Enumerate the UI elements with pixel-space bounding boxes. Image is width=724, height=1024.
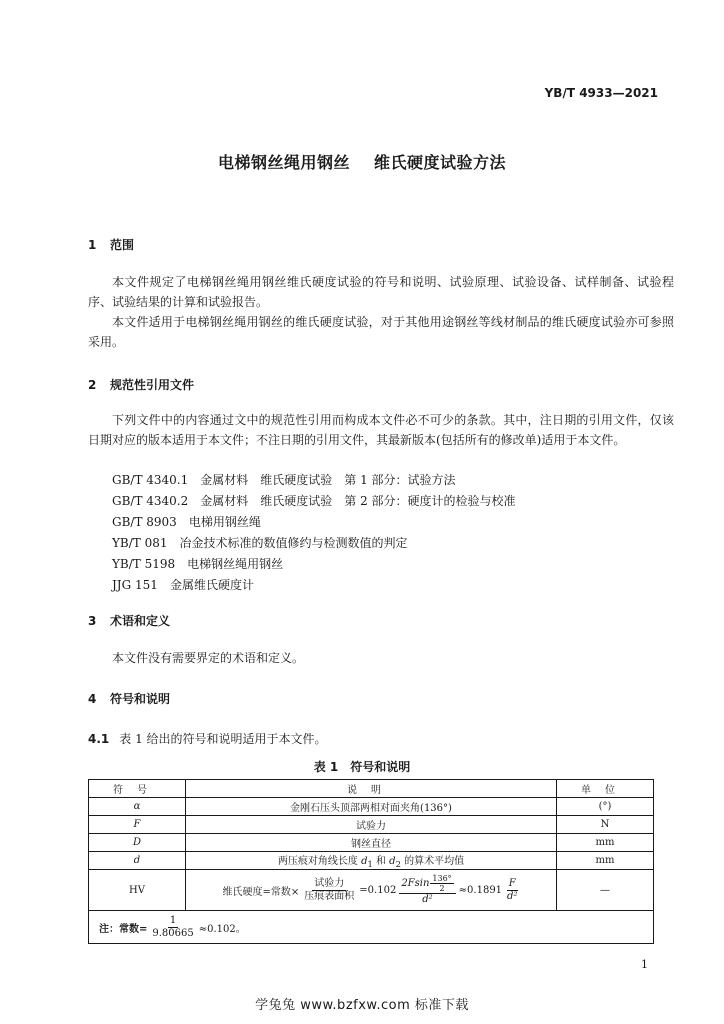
table-note xyxy=(89,911,654,944)
table-row xyxy=(89,852,654,870)
numerator: F xyxy=(508,877,516,889)
formula-approx: ≈0.1891 xyxy=(458,884,503,896)
table-row xyxy=(89,816,654,834)
header-unit: 单位 xyxy=(557,780,654,798)
section-number: 2 xyxy=(88,378,97,392)
section-3-body xyxy=(88,648,674,668)
title-part1: 电梯钢丝绳用钢丝 xyxy=(217,153,350,172)
section-1-heading xyxy=(88,236,134,253)
document-title xyxy=(0,150,724,173)
reference-code: GB/T 4340.1 xyxy=(112,473,189,487)
reference-code: GB/T 4340.2 xyxy=(112,494,189,508)
table-row-hv xyxy=(89,870,654,911)
symbol-cell: HV xyxy=(89,870,186,911)
var-d: d xyxy=(389,856,396,867)
unit-cell: (°) xyxy=(557,798,654,816)
symbol-cell: D xyxy=(89,834,186,852)
denominator: 压痕表面积 xyxy=(304,890,355,902)
numerator xyxy=(399,874,455,894)
page-number: 1 xyxy=(641,958,648,971)
section-3-heading xyxy=(88,612,170,629)
description-cell: 金刚石压头顶部两相对面夹角(136°) xyxy=(186,798,557,816)
reference-code: YB/T 5198 xyxy=(112,557,176,571)
symbol-cell: d xyxy=(89,852,186,870)
title-part2: 维氏硬度试验方法 xyxy=(374,153,507,172)
reference-title: 电梯用钢丝绳 xyxy=(188,515,261,529)
section-1-body xyxy=(88,272,674,352)
section-2-body xyxy=(88,410,674,450)
symbols-table xyxy=(88,779,654,944)
section-title: 规范性引用文件 xyxy=(110,378,195,392)
unit-cell: N xyxy=(557,816,654,834)
angle-fraction xyxy=(430,874,453,893)
section-title: 符号和说明 xyxy=(110,692,171,706)
reference-title: 金属材料 维氏硬度试验 第 2 部分：硬度计的检验与校准 xyxy=(200,494,516,508)
description-cell: 钢丝直径 xyxy=(186,834,557,852)
clause-4-1 xyxy=(88,730,327,747)
reference-title: 冶金技术标准的数值修约与检测数值的判定 xyxy=(179,536,408,550)
section-4-heading xyxy=(88,690,170,707)
numerator: 1 xyxy=(169,914,177,926)
section-title: 范围 xyxy=(110,238,135,252)
formula-lhs: 维氏硬度=常数× xyxy=(222,886,300,898)
footer-watermark: 学兔兔 www.bzfxw.com 标准下载 xyxy=(255,998,469,1013)
fraction xyxy=(302,878,356,903)
formula-cell xyxy=(186,870,557,911)
clause-number: 4.1 xyxy=(88,732,110,746)
section-number: 1 xyxy=(88,238,97,252)
section-title: 术语和定义 xyxy=(110,614,171,628)
denominator: 2 xyxy=(439,884,445,893)
note-suffix: ≈0.102。 xyxy=(198,923,246,935)
reference-code: GB/T 8903 xyxy=(112,515,177,529)
fraction xyxy=(150,915,195,940)
table-caption: 表 1 符号和说明 xyxy=(313,760,411,774)
numerator: 136° xyxy=(432,874,452,883)
var-d: d xyxy=(361,856,368,867)
standard-code: YB/T 4933—2021 xyxy=(544,86,658,100)
denominator: d² xyxy=(507,890,518,902)
denominator: d² xyxy=(422,894,433,905)
table-row xyxy=(89,834,654,852)
section-number: 4 xyxy=(88,692,97,706)
reference-item xyxy=(112,470,516,491)
section-2-heading xyxy=(88,376,194,393)
symbol-cell: F xyxy=(89,816,186,834)
subscript: 1 xyxy=(367,859,373,869)
description-cell xyxy=(186,852,557,870)
reference-item xyxy=(112,575,516,596)
reference-title: 金属维氏硬度计 xyxy=(169,578,254,592)
reference-title: 金属材料 维氏硬度试验 第 1 部分：试验方法 xyxy=(200,473,456,487)
formula-term: 2Fsin xyxy=(401,877,430,889)
reference-item xyxy=(112,491,516,512)
unit-cell: mm xyxy=(557,852,654,870)
note-formula xyxy=(99,915,246,940)
header-symbol: 符号 xyxy=(89,780,186,798)
reference-title: 电梯钢丝绳用钢丝 xyxy=(187,557,284,571)
header-description: 说明 xyxy=(186,780,557,798)
paragraph: 下列文件中的内容通过文中的规范性引用而构成本文件必不可少的条款。其中，注日期的引用文件，仅该日期对应的版本适用于本文件；不注日期的引用文件，其最新版本(包括所有的修改单)适用于本文件。 xyxy=(88,413,674,447)
paragraph: 本文件适用于电梯钢丝绳用钢丝的维氏硬度试验，对于其他用途钢丝等线材制品的维氏硬度试验亦可参照采用。 xyxy=(88,315,674,349)
desc-text: 和 xyxy=(372,856,390,867)
fraction xyxy=(505,878,519,903)
table-row xyxy=(89,798,654,816)
subscript: 2 xyxy=(395,859,401,869)
unit-cell: mm xyxy=(557,834,654,852)
section-number: 3 xyxy=(88,614,97,628)
hv-formula xyxy=(223,874,520,906)
denominator: 9.80665 xyxy=(152,927,194,939)
desc-text: 的算术平均值 xyxy=(400,856,465,867)
reference-list xyxy=(112,470,516,596)
numerator: 试验力 xyxy=(314,877,345,889)
table-header-row xyxy=(89,780,654,798)
note-prefix: 注：常数= xyxy=(99,923,148,935)
reference-item xyxy=(112,554,516,575)
formula-eq: =0.102 xyxy=(359,884,397,896)
symbol-cell: α xyxy=(89,798,186,816)
reference-code: YB/T 081 xyxy=(112,536,168,550)
paragraph: 本文件规定了电梯钢丝绳用钢丝维氏硬度试验的符号和说明、试验原理、试验设备、试样制备、试验程序、试验结果的计算和试验报告。 xyxy=(88,275,674,309)
desc-text: 两压痕对角线长度 xyxy=(277,856,362,867)
fraction xyxy=(399,874,455,906)
description-cell: 试验力 xyxy=(186,816,557,834)
unit-cell: — xyxy=(557,870,654,911)
clause-text: 表 1 给出的符号和说明适用于本文件。 xyxy=(119,732,327,746)
table-note-row xyxy=(89,911,654,944)
paragraph: 本文件没有需要界定的术语和定义。 xyxy=(112,651,305,665)
reference-item xyxy=(112,533,516,554)
reference-code: JJG 151 xyxy=(112,578,158,592)
reference-item xyxy=(112,512,516,533)
